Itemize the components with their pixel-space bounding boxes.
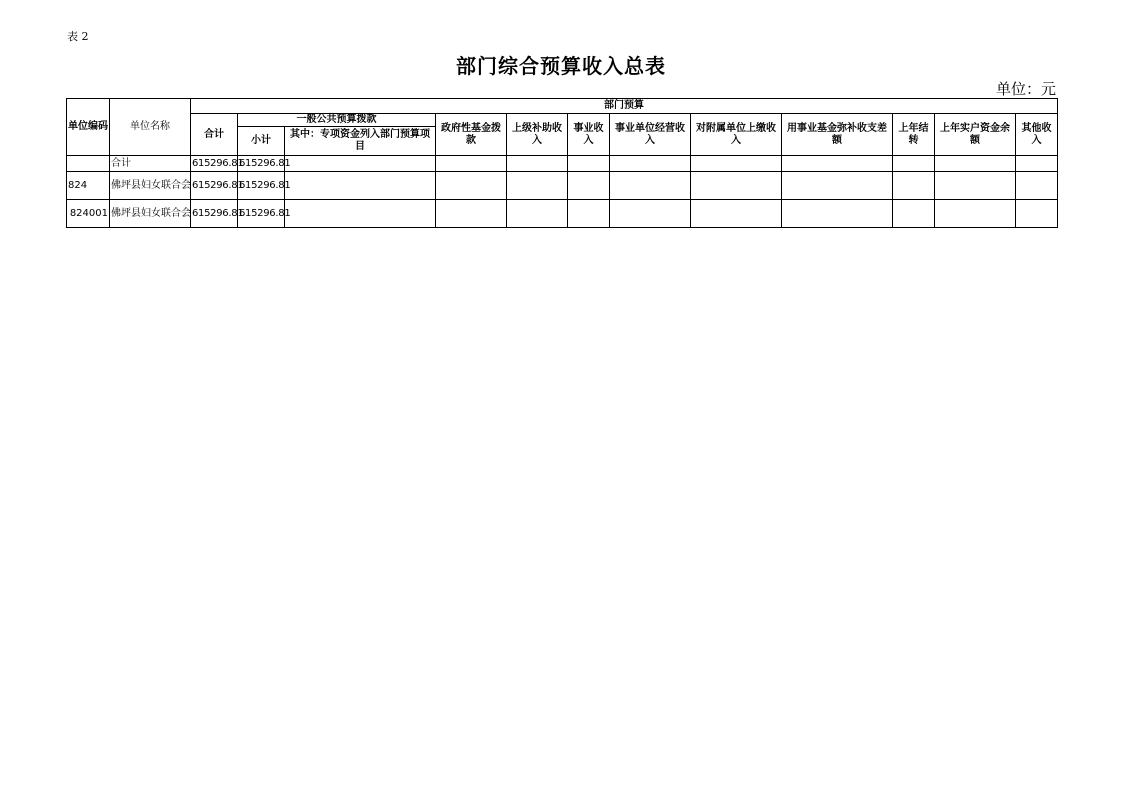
cell-total: 615296.81 [191, 172, 238, 200]
header-superior-subsidy: 上级补助收入 [507, 114, 568, 156]
header-total: 合计 [191, 114, 238, 156]
table-row [67, 172, 1058, 200]
cell-subtotal: 615296.81 [238, 172, 285, 200]
header-unit-code: 单位编码 [67, 99, 110, 156]
header-operating-income: 事业单位经营收入 [610, 114, 691, 156]
table-row [67, 200, 1058, 228]
header-special-funds: 其中：专项资金列入部门预算项目 [285, 127, 436, 156]
unit-label: 单位：元 [995, 80, 1056, 98]
header-row-2 [67, 114, 1058, 127]
cell-subtotal: 615296.81 [238, 156, 285, 172]
cell-name: 佛坪县妇女联合会 [110, 200, 191, 228]
cell-name: 合计 [110, 156, 191, 172]
cell-total: 615296.81 [191, 200, 238, 228]
header-carryover: 上年结转 [893, 114, 935, 156]
cell-code: 824 [67, 172, 110, 200]
header-row-1 [67, 99, 1058, 114]
header-fund-gap: 用事业基金弥补收支差额 [782, 114, 893, 156]
header-general-budget: 一般公共预算拨款 [238, 114, 436, 127]
header-business-income: 事业收入 [568, 114, 610, 156]
header-unit-name: 单位名称 [110, 99, 191, 156]
cell-code [67, 156, 110, 172]
header-dept-budget: 部门预算 [191, 99, 1058, 114]
header-balance: 上年实户资金余额 [935, 114, 1016, 156]
table-row [67, 156, 1058, 172]
cell-subtotal: 615296.81 [238, 200, 285, 228]
header-affiliated-income: 对附属单位上缴收入 [691, 114, 782, 156]
table-number: 表 2 [67, 30, 89, 43]
header-gov-fund: 政府性基金拨款 [436, 114, 507, 156]
budget-income-table [66, 98, 1058, 228]
cell-total: 615296.81 [191, 156, 238, 172]
page-title: 部门综合预算收入总表 [456, 54, 666, 78]
cell-code: 824001 [67, 200, 110, 228]
header-subtotal: 小计 [238, 127, 285, 156]
cell-name: 佛坪县妇女联合会 [110, 172, 191, 200]
header-other-income: 其他收入 [1016, 114, 1058, 156]
